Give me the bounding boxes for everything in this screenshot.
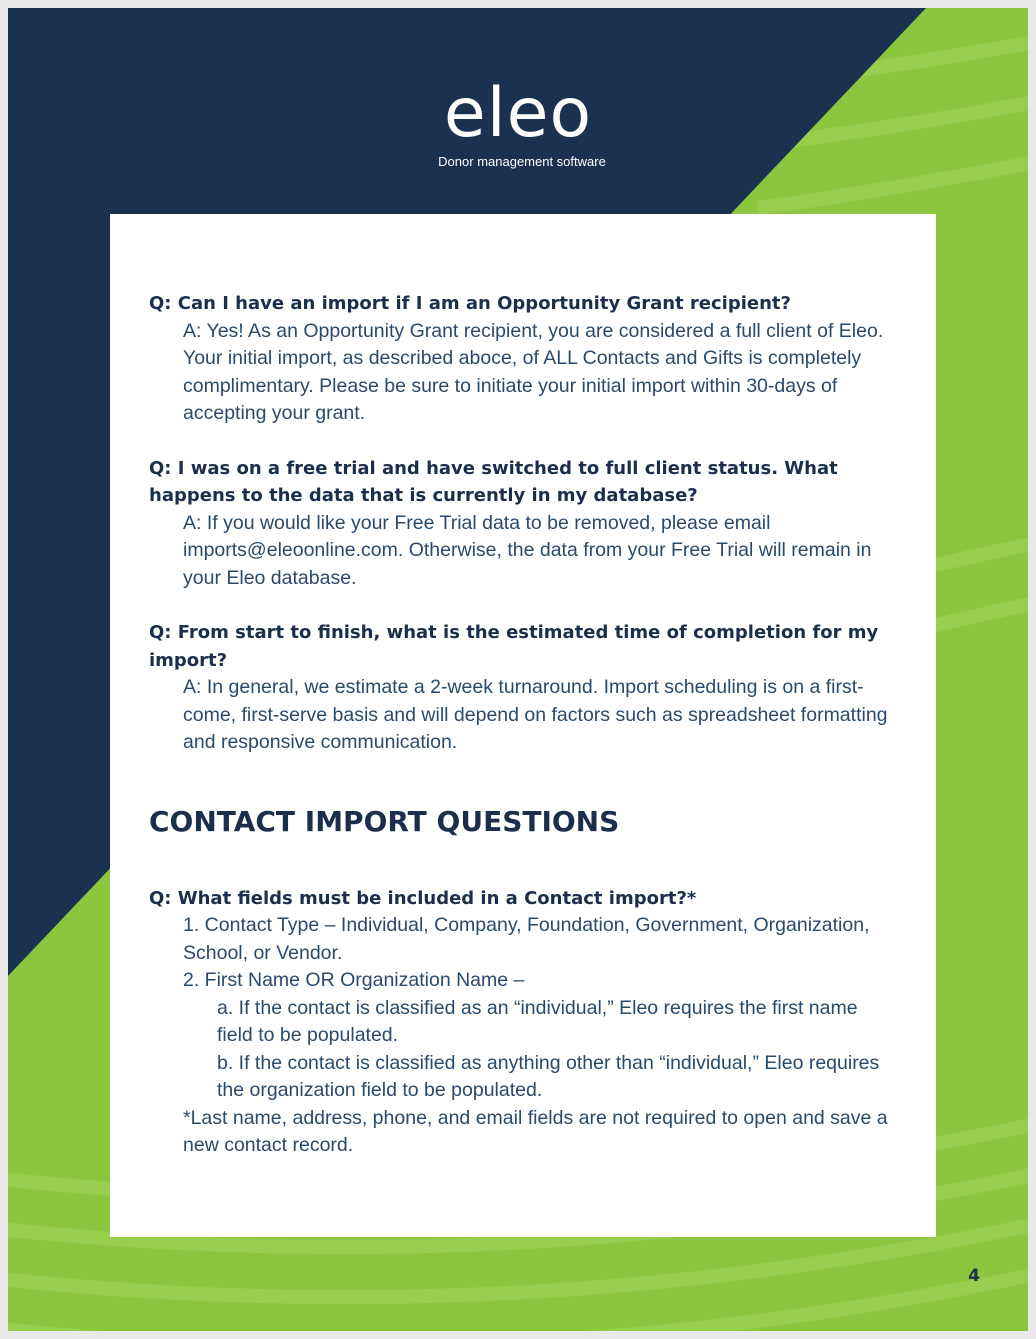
page-number: 4 (968, 1266, 980, 1286)
list-subitem: b. If the contact is classified as anything other than “individual,” Eleo requires the organization field to be populated. (217, 1051, 880, 1101)
logo-wordmark: eleo (443, 74, 593, 153)
faq-item (149, 455, 894, 593)
list-item: 1. Contact Type – Individual, Company, Foundation, Government, Organization, School, or Vendor. (183, 914, 870, 964)
faq-content (149, 290, 894, 1187)
footnote: *Last name, address, phone, and email fields are not required to open and save a new contact record. (183, 1106, 888, 1156)
list-subitem: a. If the contact is classified as an “individual,” Eleo requires the first name field to be populated. (217, 996, 858, 1046)
faq-answer: A: Yes! As an Opportunity Grant recipient, you are considered a full client of Eleo. Your initial import, as described aboce, of ALL Contacts and Gifts is completely complimentary. Please be sure to initiate your initial import within 30-days of accepting your grant. (183, 319, 884, 424)
faq-answer: A: If you would like your Free Trial data to be removed, please email imports@eleoonline.com. Otherwise, the data from your Free Trial will remain in your Eleo database. (183, 511, 872, 589)
faq-answer: A: In general, we estimate a 2-week turnaround. Import scheduling is on a first-come, first-serve basis and will depend on factors such as spreadsheet formatting and responsive communication. (183, 676, 888, 753)
faq-item (149, 290, 894, 428)
faq-item (149, 885, 894, 1160)
section-heading: CONTACT IMPORT QUESTIONS (149, 804, 620, 838)
content-card (110, 214, 936, 1237)
document-page (8, 8, 1028, 1331)
faq-question: Q: From start to finish, what is the estimated time of completion for my import? (149, 622, 879, 671)
list-item: 2. First Name OR Organization Name – (183, 969, 525, 991)
eleo-logo (8, 74, 1028, 169)
logo-tagline: Donor management software (438, 154, 606, 169)
faq-question: Q: What fields must be included in a Contact import?* (149, 887, 697, 909)
faq-item (149, 619, 894, 757)
faq-question: Q: I was on a free trial and have switched to full client status. What happens to the data that is currently in my database? (149, 457, 838, 506)
faq-answer-list (149, 912, 894, 1160)
faq-question: Q: Can I have an import if I am an Opportunity Grant recipient? (149, 293, 791, 314)
